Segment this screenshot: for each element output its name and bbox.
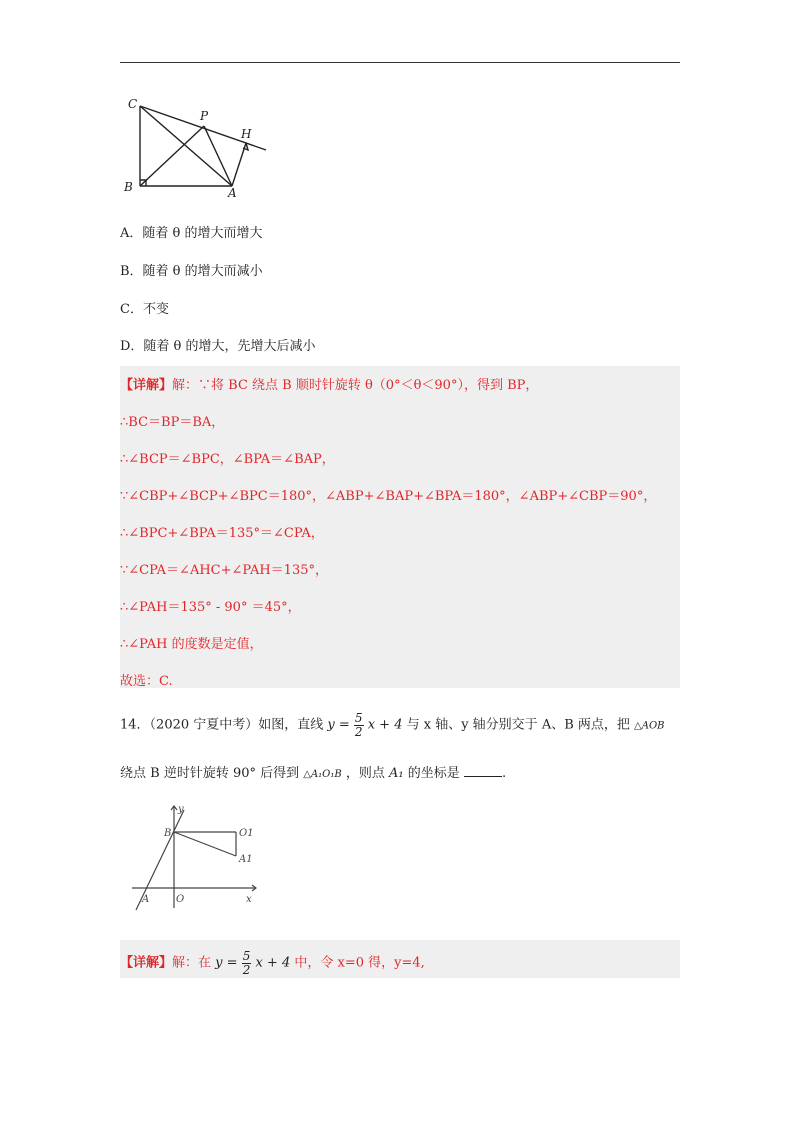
label-a: A bbox=[228, 186, 237, 200]
solution-tag: 【详解】 bbox=[120, 955, 173, 971]
solution-block-1 bbox=[120, 366, 680, 688]
geometry-figure-1 bbox=[118, 96, 278, 200]
option-a: A．随着 θ 的增大而增大 bbox=[120, 226, 263, 241]
question-14-line-1: 14．（2020 宁夏中考）如图，直线 y = $\frac{5}{2}$ x + 4 与 x 轴、y 轴分别交于 A、B 两点，把 △AOB bbox=[120, 711, 665, 739]
label-o: O bbox=[176, 894, 185, 905]
label-o1: O1 bbox=[239, 828, 254, 839]
solution-block-2 bbox=[120, 940, 680, 978]
fraction: $\frac{5}{2}$ bbox=[242, 949, 251, 977]
solution-line: ∴∠BCP＝∠BPC，∠BPA＝∠BAP， bbox=[120, 452, 335, 467]
label-h: H bbox=[241, 127, 252, 141]
label-b: B bbox=[124, 180, 133, 194]
label-c: C bbox=[128, 97, 138, 111]
answer-blank[interactable] bbox=[464, 766, 502, 777]
coordinate-figure-2 bbox=[128, 800, 268, 912]
fraction: $\frac{5}{2}$ bbox=[354, 711, 363, 739]
header-rule bbox=[120, 62, 680, 63]
label-p: P bbox=[200, 109, 209, 123]
solution-tag: 【详解】 bbox=[120, 378, 173, 393]
solution-line: 【详解】解：∵将 BC 绕点 B 顺时针旋转 θ（0°＜θ＜90°），得到 BP， bbox=[120, 378, 539, 393]
option-c: C．不变 bbox=[120, 302, 169, 317]
solution-line: ∵∠CBP+∠BCP+∠BPC＝180°，∠ABP+∠BAP+∠BPA＝180°，∠ABP+∠CBP＝90°， bbox=[120, 489, 657, 504]
option-d: D．随着 θ 的增大，先增大后减小 bbox=[120, 339, 316, 354]
solution-line: 故选：C. bbox=[120, 674, 173, 689]
solution-line: 【详解】解：在 y = $\frac{5}{2}$ x + 4 中，令 x=0 得，y=4, bbox=[120, 949, 425, 977]
solution-line: ∴BC＝BP＝BA， bbox=[120, 415, 225, 430]
solution-line: ∴∠PAH＝135° - 90° ＝45°， bbox=[120, 600, 301, 615]
option-b: B．随着 θ 的增大而减小 bbox=[120, 264, 263, 279]
label-a: A bbox=[142, 894, 150, 905]
axis-x-label: x bbox=[246, 894, 252, 905]
solution-line: ∴∠PAH 的度数是定值， bbox=[120, 637, 263, 652]
label-b: B bbox=[164, 828, 172, 839]
label-a1: A1 bbox=[239, 854, 253, 865]
question-14-line-2: 绕点 B 逆时针旋转 90° 后得到 △A₁O₁B ，则点 A₁ 的坐标是 . bbox=[120, 766, 507, 781]
solution-line: ∴∠BPC+∠BPA＝135°＝∠CPA， bbox=[120, 526, 324, 541]
solution-line: ∵∠CPA＝∠AHC+∠PAH＝135°， bbox=[120, 563, 328, 578]
axis-y-label: y bbox=[178, 804, 184, 815]
